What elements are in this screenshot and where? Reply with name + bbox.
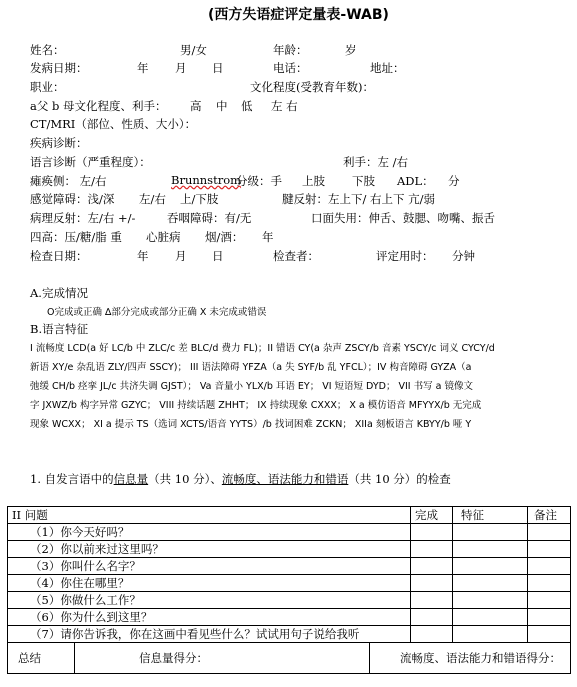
feature-cell[interactable] — [453, 541, 528, 558]
feature-line-5: 现象 WCXX； XI a 提示 TS（选词 XCTS/语音 YYTS）/b 找词困难 ZCKN； XIIa 刻板语言 KBYY/b 哑 Y — [30, 419, 472, 430]
question-6: （6）你为什么到这里？ — [8, 609, 411, 626]
age-label: 年龄： — [273, 43, 308, 57]
table-header-row — [8, 507, 571, 524]
remark-cell[interactable] — [528, 575, 571, 592]
reflex-label: 腱反射：左上下/ 右上下 亢/弱 — [282, 192, 436, 206]
years-unit: 年 — [262, 230, 274, 244]
grade-hand-label: 分级：手 — [236, 174, 282, 188]
question-1: （1）你今天好吗？ — [8, 524, 411, 541]
summary-label: 总结 — [8, 643, 75, 673]
complete-cell[interactable] — [411, 524, 453, 541]
sensory-limb: 上/下肢 — [180, 192, 219, 206]
upper-limb-label: 上肢 — [302, 174, 325, 188]
question-3: （3）你叫什么名字？ — [8, 558, 411, 575]
exam-date-label: 检查日期： — [30, 249, 88, 263]
lower-limb-label: 下肢 — [352, 174, 375, 188]
header-complete: 完成 — [411, 507, 453, 524]
duration-unit: 分钟 — [452, 249, 475, 263]
onset-day: 日 — [212, 61, 224, 75]
page-title: (西方失语症评定量表-WAB) — [208, 7, 389, 23]
complete-cell[interactable] — [411, 626, 453, 643]
heading-suffix: （共 10 分）的检查 — [348, 472, 451, 486]
pathological-reflex-label: 病理反射：左/右 +/- — [30, 211, 136, 225]
question-section-heading — [30, 471, 451, 487]
feature-cell[interactable] — [453, 558, 528, 575]
feature-cell[interactable] — [453, 592, 528, 609]
question-5: （5）你做什么工作？ — [8, 592, 411, 609]
remark-cell[interactable] — [528, 524, 571, 541]
question-7: （7）请你告诉我，你在这画中看见些什么？试试用句子说给我听 — [8, 626, 411, 643]
address-label: 地址： — [370, 61, 405, 75]
exam-year: 年 — [137, 249, 149, 263]
parent-handedness: 左 右 — [271, 99, 298, 113]
feature-cell[interactable] — [453, 575, 528, 592]
complete-cell[interactable] — [411, 558, 453, 575]
question-table — [7, 506, 571, 674]
question-4: （4）你住在哪里？ — [8, 575, 411, 592]
complete-cell[interactable] — [411, 575, 453, 592]
occupation-label: 职业： — [30, 80, 65, 94]
smoke-alcohol-label: 烟/酒： — [205, 230, 244, 244]
dysphagia-label: 吞咽障碍：有/无 — [167, 211, 252, 225]
table-row — [8, 524, 571, 541]
sensory-side: 左/右 — [139, 192, 166, 206]
table-row — [8, 609, 571, 626]
heading-mid: （共 10 分）、 — [148, 472, 222, 486]
remark-cell[interactable] — [528, 592, 571, 609]
parent-education-label: a父 b 母文化程度、利手： — [30, 99, 167, 113]
complete-cell[interactable] — [411, 592, 453, 609]
summary-row — [8, 643, 571, 674]
edu-low: 低 — [241, 99, 253, 113]
header-feature: 特征 — [453, 507, 528, 524]
duration-label: 评定用时： — [376, 249, 434, 263]
sensory-label: 感觉障碍：浅/深 — [30, 192, 115, 206]
handedness-label: 利手：左 /右 — [343, 155, 409, 169]
heading-fluency-term: 流畅度、语法能力和错语 — [221, 472, 349, 486]
onset-month: 月 — [175, 61, 187, 75]
summary-cell — [8, 643, 571, 674]
risk-factors-label: 四高：压/糖/脂 重 — [30, 230, 122, 244]
phone-label: 电话： — [273, 61, 308, 75]
adl-label: ADL： — [397, 174, 434, 188]
heart-disease-label: 心脏病 — [146, 230, 181, 244]
fluency-score-label[interactable]: 流畅度、语法能力和错语得分： — [400, 651, 561, 665]
completion-legend: O完成或正确 ∆部分完成或部分正确 X 未完成或错误 — [47, 307, 267, 318]
table-row — [8, 592, 571, 609]
section-a-heading: A.完成情况 — [30, 286, 88, 300]
oral-apraxia-label: 口面失用：伸舌、鼓腮、吻嘴、振舌 — [311, 211, 495, 225]
table-row — [8, 575, 571, 592]
table-row — [8, 626, 571, 643]
header-remark: 备注 — [528, 507, 571, 524]
age-unit: 岁 — [345, 43, 357, 57]
question-2: （2）你以前来过这里吗？ — [8, 541, 411, 558]
info-score-label[interactable]: 信息量得分： — [75, 643, 370, 673]
remark-cell[interactable] — [528, 626, 571, 643]
table-row — [8, 558, 571, 575]
edu-high: 高 — [190, 99, 202, 113]
sex-label: 男/女 — [180, 43, 207, 57]
feature-cell[interactable] — [453, 524, 528, 541]
feature-line-3: 弛缓 CH/b 痉挛 JL/c 共济失调 GJST）； Va 音量小 YLX/b 耳语 EY； VI 短语短 DYD； VII 书写 a 镜像文 — [30, 381, 473, 392]
feature-cell[interactable] — [453, 626, 528, 643]
onset-date-label: 发病日期： — [30, 61, 88, 75]
onset-year: 年 — [137, 61, 149, 75]
feature-cell[interactable] — [453, 609, 528, 626]
feature-line-1: I 流畅度 LCD(a 好 LC/b 中 ZLC/c 差 BLC/d 费力 FL)；II 错语 CY(a 杂声 ZSCY/b 音素 YSCY/c 词义 CYCY/d — [30, 343, 495, 354]
adl-unit: 分 — [448, 174, 460, 188]
feature-line-2: 新语 XY/e 杂乱语 ZLY/四声 SSCY)； III 语法障碍 YFZA（a 失 SYF/b 乱 YFCL）；IV 构音障碍 GYZA（a — [30, 362, 472, 373]
header-question: II 问题 — [8, 507, 411, 524]
education-label: 文化程度(受教育年数)： — [250, 80, 374, 94]
complete-cell[interactable] — [411, 541, 453, 558]
feature-line-4: 字 JXWZ/b 构字异常 GZYC； VIII 持续话题 ZHHT； IX 持续现象 CXXX； X a 模仿语音 MFYYX/b 无完成 — [30, 400, 482, 411]
exam-day: 日 — [212, 249, 224, 263]
examiner-label: 检查者： — [273, 249, 319, 263]
name-label: 姓名： — [30, 43, 65, 57]
remark-cell[interactable] — [528, 541, 571, 558]
diagnosis-label: 疾病诊断： — [30, 136, 88, 150]
complete-cell[interactable] — [411, 609, 453, 626]
heading-info-term: 信息量 — [113, 472, 149, 486]
remark-cell[interactable] — [528, 558, 571, 575]
section-b-heading: B.语言特征 — [30, 322, 89, 336]
edu-mid: 中 — [216, 99, 228, 113]
paralysis-side-label: 瘫痪侧： 左/右 — [30, 174, 107, 188]
imaging-label: CT/MRI（部位、性质、大小）： — [30, 117, 197, 131]
table-row — [8, 541, 571, 558]
exam-month: 月 — [175, 249, 187, 263]
remark-cell[interactable] — [528, 609, 571, 626]
brunnstrom-term: Brunnstrom — [171, 173, 242, 187]
language-diagnosis-label: 语言诊断（严重程度）： — [30, 155, 151, 169]
heading-prefix: 1. 自发言语中的 — [30, 472, 114, 486]
